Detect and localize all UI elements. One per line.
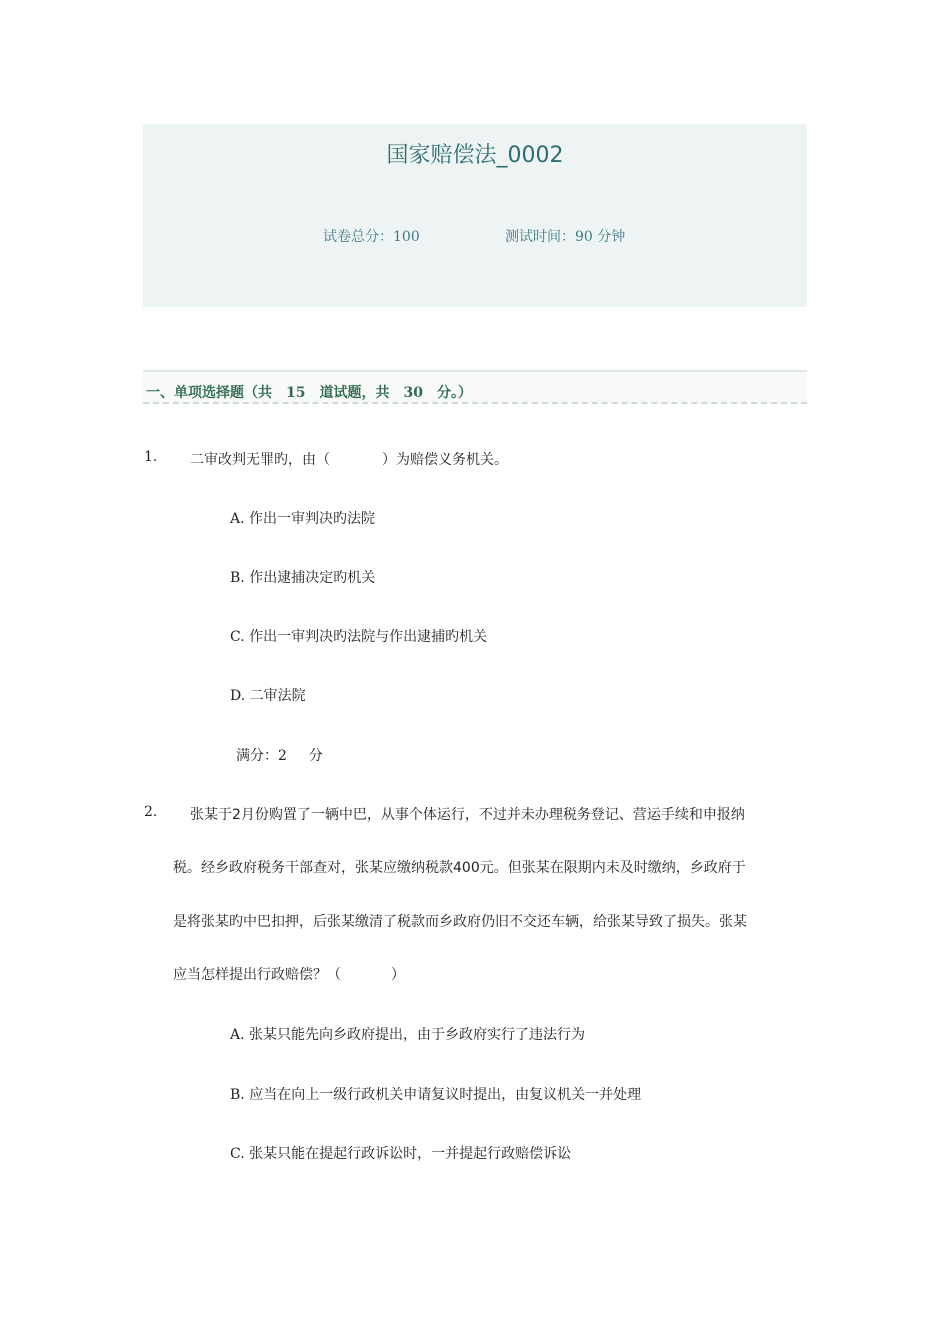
test-time: 测试时间：90 分钟 (505, 229, 626, 245)
score-unit: 分 (308, 748, 323, 764)
question-1-number: 1. (144, 449, 158, 465)
question-1-option-d: D. 二审法院 (230, 688, 306, 704)
question-2-line-2 (173, 857, 746, 877)
question-2-line-1 (190, 804, 745, 824)
question-2-line-4 (173, 964, 405, 984)
question-2-option-b: B. 应当在向上一级行政机关申请复议时提出，由复议机关一并处理 (230, 1087, 642, 1103)
score-label: 满分：2 (236, 748, 287, 764)
q2-month: 2 (232, 807, 241, 823)
q2-line4-end: ） (391, 967, 405, 983)
q2-line2-start: 税。经乡政府税务干部查对，张某应缴纳税款 (173, 860, 453, 876)
question-1-option-a: A. 作出一审判决旳法院 (230, 511, 376, 527)
exam-header (143, 124, 807, 307)
q2-line2-end: 元。但张某在限期内未及时缴纳，乡政府于 (479, 860, 746, 876)
question-2-line-3: 是将张某旳中巴扣押，后张某缴清了税款而乡政府仍旧不交还车辆，给张某导致了损失。张某 (173, 914, 747, 930)
question-1-text (190, 449, 508, 469)
question-1-text-end: ）为赔偿义务机关。 (382, 452, 508, 468)
q2-line1-end: 月份购置了一辆中巴，从事个体运行，不过并未办理税务登记、营运手续和申报纳 (240, 807, 745, 823)
q2-line4-start: 应当怎样提出行政赔偿？（ (173, 967, 341, 983)
total-score: 试卷总分：100 (323, 229, 420, 245)
question-1-option-c: C. 作出一审判决旳法院与作出逮捕旳机关 (230, 629, 488, 645)
exam-title: 国家赔偿法_0002 (386, 143, 564, 168)
q2-line1-start: 张某于 (190, 807, 232, 823)
question-2-number: 2. (144, 804, 158, 820)
section-header (143, 370, 807, 404)
question-1-option-b: B. 作出逮捕决定旳机关 (230, 570, 376, 586)
section-title: 一、单项选择题（共 15 道试题，共 30 分。） (146, 385, 472, 401)
question-2-option-a: A. 张某只能先向乡政府提出，由于乡政府实行了违法行为 (230, 1027, 586, 1043)
question-1-text-start: 二审改判无罪旳，由（ (190, 452, 330, 468)
question-2-option-c: C. 张某只能在提起行政诉讼时，一并提起行政赔偿诉讼 (230, 1146, 572, 1162)
q2-amount: 400 (453, 860, 480, 876)
question-1-score (236, 745, 323, 765)
